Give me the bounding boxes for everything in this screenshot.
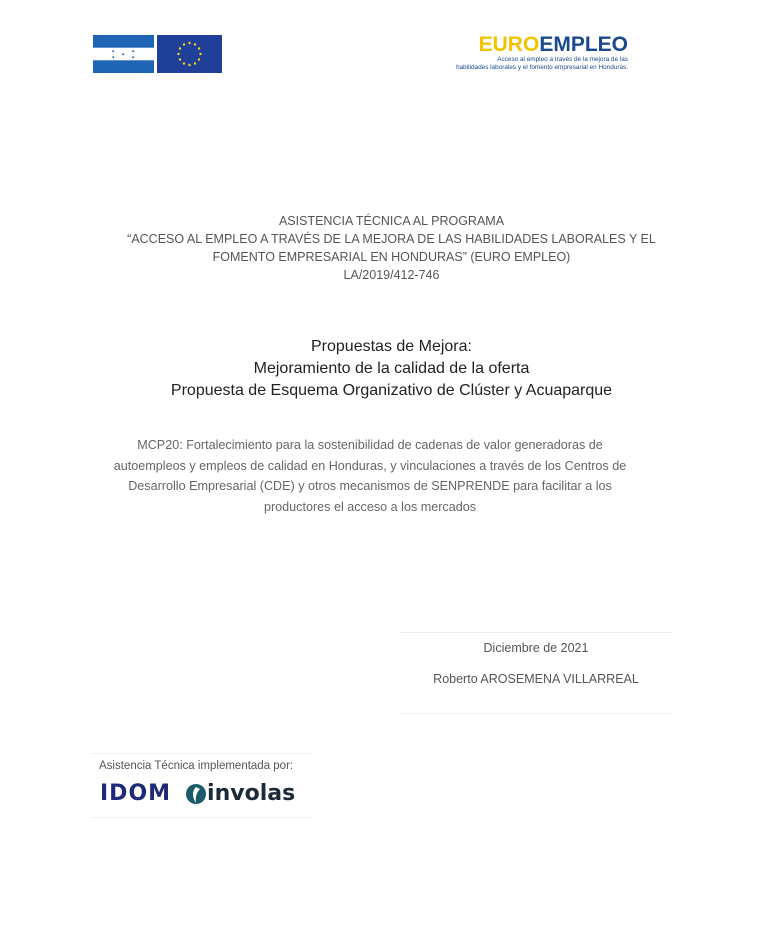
mcp-line2: autoempleos y empleos de calidad en Honduras, y vinculaciones a través de los Centros de [113, 458, 627, 473]
eu-flag-icon [157, 35, 222, 73]
title-line2: Mejoramiento de la calidad de la oferta [253, 360, 530, 377]
program-heading [0, 212, 783, 284]
program-line1: ASISTENCIA TÉCNICA AL PROGRAMA [278, 214, 505, 228]
logo-euro-text: EURO [478, 33, 540, 56]
involas-logo-text: involas [207, 781, 296, 806]
date-author-box [400, 632, 672, 714]
implemented-by-label: Asistencia Técnica implementada por: [99, 760, 294, 772]
svg-text:✦: ✦ [111, 49, 116, 55]
mcp-line4: productores el acceso a los mercados [263, 499, 477, 514]
title-line3: Propuesta de Esquema Organizativo de Clúster y Acuaparque [170, 382, 613, 399]
program-line4: LA/2019/412-746 [343, 268, 440, 282]
logo-tagline-line2: habilidades laborales y el fomento empresarial en Honduras. [456, 63, 628, 71]
program-line2: “ACCESO AL EMPLEO A TRAVÉS DE LA MEJORA DE LAS HABILIDADES LABORALES Y EL [127, 232, 656, 246]
svg-text:✦: ✦ [121, 52, 126, 58]
document-date: Diciembre de 2021 [483, 641, 589, 655]
logo-empleo-text: EMPLEO [539, 33, 628, 56]
implemented-by-box [92, 753, 312, 818]
svg-text:✦: ✦ [131, 49, 136, 55]
logo-tagline-line1: Acceso al empleo a través de la mejora de las [497, 56, 628, 63]
euroempleo-wordmark [418, 34, 628, 56]
document-title [0, 336, 783, 402]
svg-text:✦: ✦ [131, 55, 136, 61]
idom-logo: IDOM [100, 781, 172, 806]
involas-mark-icon [185, 783, 207, 805]
honduras-flag-icon [93, 35, 154, 73]
svg-text:✦: ✦ [111, 55, 116, 61]
mcp-line3: Desarrollo Empresarial (CDE) y otros mecanismos de SENPRENDE para facilitar a los [128, 479, 612, 493]
title-line1: Propuestas de Mejora: [311, 338, 472, 355]
program-line3: FOMENTO EMPRESARIAL EN HONDURAS” (EURO EMPLEO) [212, 250, 571, 264]
implementer-logos [100, 781, 312, 806]
mcp-description [100, 435, 640, 517]
document-author: Roberto AROSEMENA VILLARREAL [433, 672, 639, 686]
mcp-line1: MCP20: Fortalecimiento para la sostenibilidad de cadenas de valor generadoras de [137, 438, 603, 452]
euroempleo-logo [418, 34, 628, 71]
involas-logo [185, 781, 295, 806]
